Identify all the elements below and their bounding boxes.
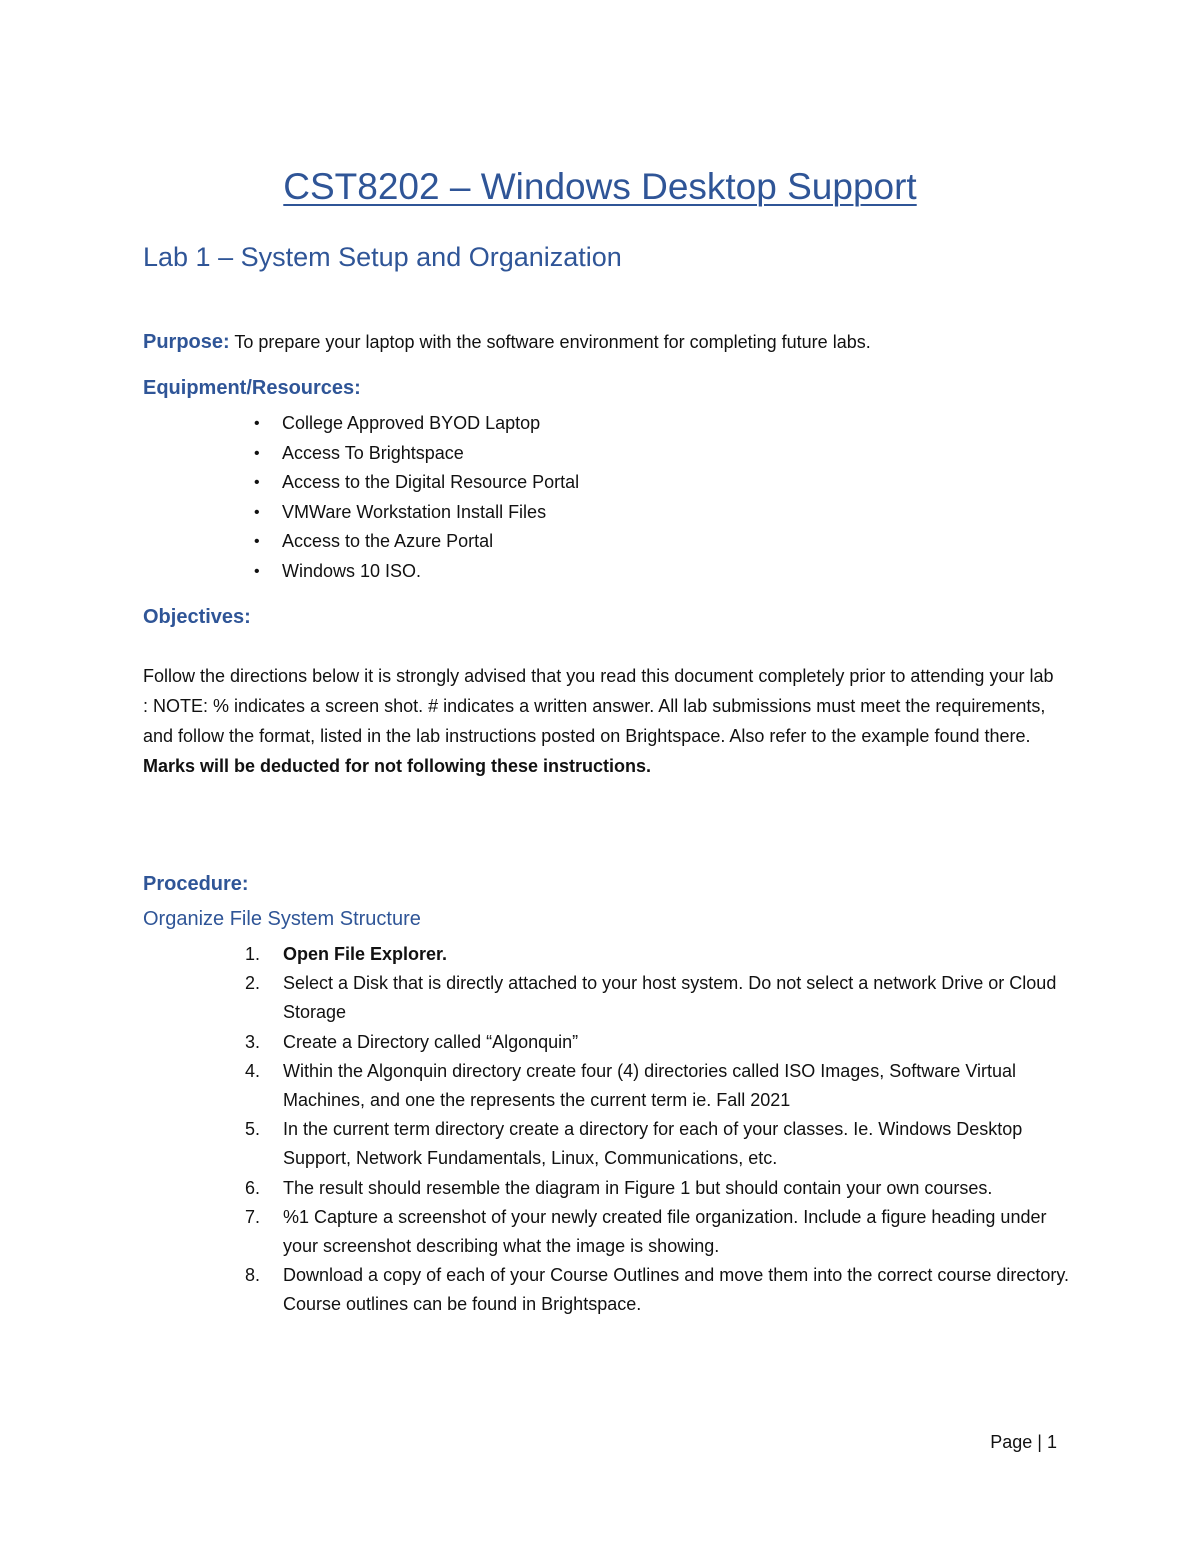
step-number: 2. [245,973,261,994]
step-number: 5. [245,1119,261,1140]
step-item [245,1174,1075,1203]
step-item [245,1261,1075,1319]
list-item-text: College Approved BYOD Laptop [282,413,541,433]
bullet-icon: • [254,503,260,521]
procedure-heading: Procedure: [143,873,249,895]
list-item-text: Access to the Azure Portal [282,531,494,552]
list-item-text: VMWare Workstation Install Files [282,501,547,522]
list-item [254,409,579,439]
bullet-icon: • [254,474,260,492]
step-item [245,1115,1075,1173]
step-text: In the current term directory create a directory for each of your classes. Ie. Windows Desktop Support, Network Fundamentals, Linux, Communications, etc. [283,1119,1023,1169]
bullet-icon: • [254,415,260,432]
bullet-icon: • [254,533,260,551]
step-text: Download a copy of each of your Course Outlines and move them into the correct course directory. Course outlines can be found in Brightspace. [283,1265,1070,1315]
list-item-text: Access To Brightspace [282,442,464,463]
step-text: Create a Directory called “Algonquin” [283,1031,579,1052]
step-item [245,1028,1075,1057]
objectives-heading: Objectives: [143,606,251,628]
list-item [254,439,579,469]
step-text: The result should resemble the diagram in Figure 1 but should contain your own courses. [283,1177,993,1198]
list-item [254,557,579,587]
page-number: Page | 1 [990,1432,1057,1452]
step-text: %1 Capture a screenshot of your newly created file organization. Include a figure heading under your screenshot describing what the image is showing. [283,1206,1047,1257]
list-item [254,527,579,557]
procedure-subheading: Organize File System Structure [143,908,421,930]
step-number: 1. [245,944,261,964]
bullet-icon: • [254,444,260,462]
lab-title: Lab 1 – System Setup and Organization [143,242,622,272]
procedure-steps [245,940,1075,1320]
list-item-text: Access to the Digital Resource Portal [282,472,580,493]
objectives-warning: Marks will be deducted for not following these instructions. [143,756,652,776]
step-item [245,1203,1075,1261]
purpose-text: To prepare your laptop with the software environment for completing future labs. [234,332,871,352]
step-text: Open File Explorer. [283,944,448,964]
step-number: 4. [245,1060,261,1081]
purpose-line [143,331,871,354]
step-item [245,1057,1075,1115]
step-number: 7. [245,1206,261,1227]
list-item-text: Windows 10 ISO. [282,560,422,581]
objectives-body: Follow the directions below it is strongly advised that you read this document completely prior to attending your lab : NOTE: % indicates a screen shot. # indicates a written answer. All lab submissions must meet the requirements, and follow the format, listed in the lab instructions posted on Brightspace. Also refer to the example found there. [143,666,1054,746]
step-text: Within the Algonquin directory create four (4) directories called ISO Images, Software Virtual Machines, and one the represents the current term ie. Fall 2021 [283,1060,1017,1111]
step-text: Select a Disk that is directly attached to your host system. Do not select a network Drive or Cloud Storage [283,973,1057,1023]
list-item [254,498,579,528]
bullet-icon: • [254,562,260,580]
equipment-list [254,409,579,587]
step-number: 3. [245,1031,261,1052]
purpose-label: Purpose: [143,331,230,353]
equipment-heading: Equipment/Resources: [143,377,361,399]
list-item [254,468,579,498]
objectives-text [143,661,1063,781]
step-item [245,969,1075,1027]
step-number: 8. [245,1265,261,1286]
step-number: 6. [245,1177,261,1198]
step-item [245,940,1075,969]
document-title: CST8202 – Windows Desktop Support [283,166,917,207]
